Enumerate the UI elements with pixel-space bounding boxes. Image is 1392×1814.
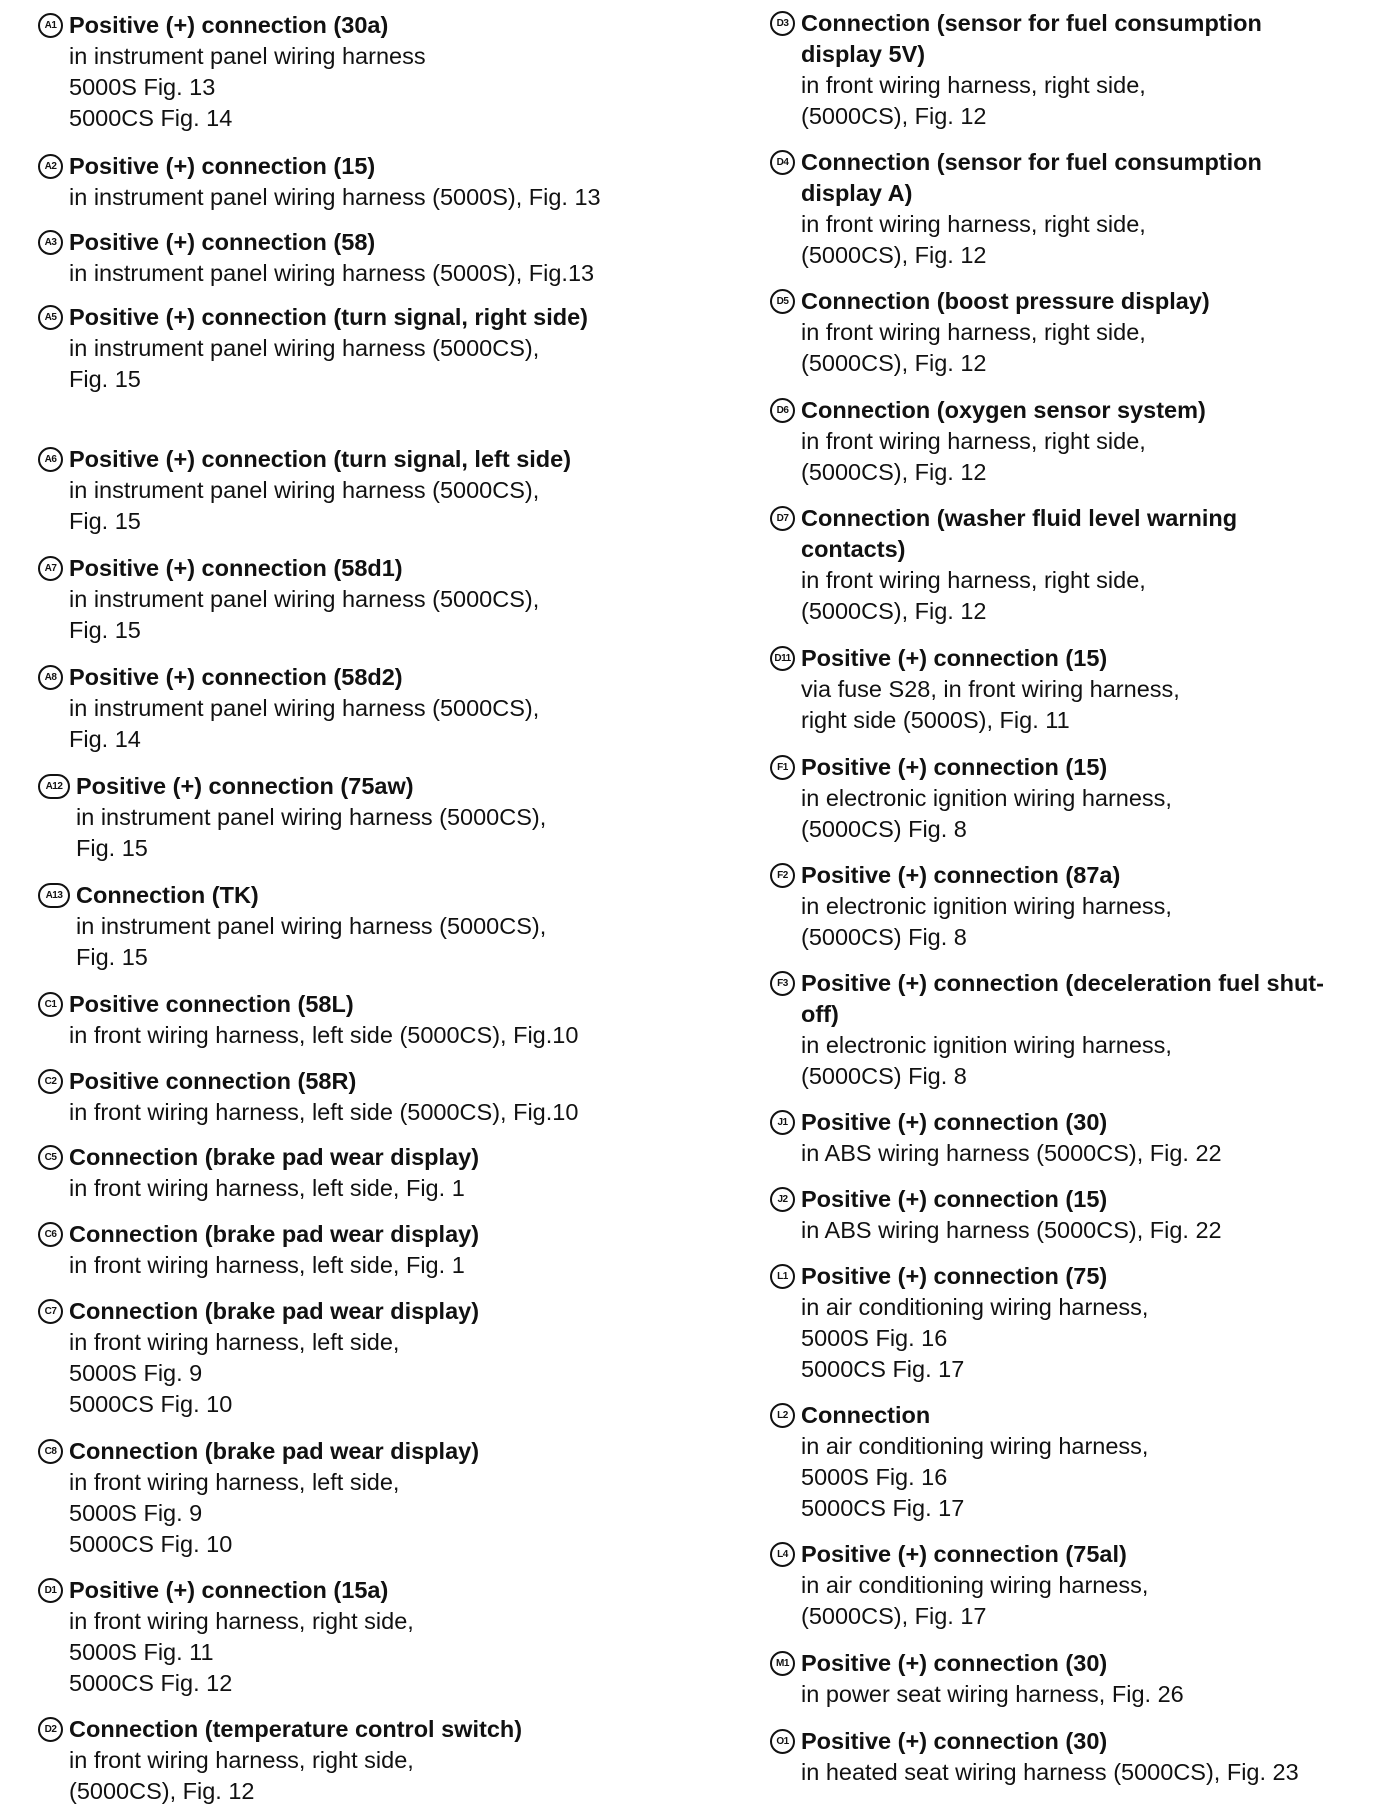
entry-l2	[770, 1400, 1370, 1524]
entry-line: in air conditioning wiring harness,	[801, 1572, 1149, 1598]
entry-line: 5000S Fig. 9	[69, 1360, 203, 1386]
entry-line: in front wiring harness, left side,	[69, 1469, 400, 1495]
entry-title: Positive (+) connection (15a)	[69, 1577, 389, 1603]
entry-line: (5000CS) Fig. 8	[801, 1063, 967, 1089]
entry-line: 5000CS Fig. 10	[69, 1391, 233, 1417]
entry-text	[69, 1296, 658, 1420]
entry-l4	[770, 1539, 1370, 1632]
entry-line: Fig. 15	[76, 835, 148, 861]
code-badge: A12	[38, 774, 70, 799]
entry-line: Fig. 15	[69, 366, 141, 392]
entry-title: Positive connection (58R)	[69, 1068, 357, 1094]
entry-j1	[770, 1107, 1370, 1169]
entry-a13	[38, 880, 658, 973]
entry-line: 5000S Fig. 16	[801, 1325, 948, 1351]
entry-line: in front wiring harness, left side (5000CS), Fig.10	[69, 1099, 579, 1125]
entry-line: via fuse S28, in front wiring harness,	[801, 676, 1180, 702]
entry-title: Positive connection (58L)	[69, 991, 354, 1017]
entry-line: in front wiring harness, left side, Fig. 1	[69, 1252, 465, 1278]
entry-text	[76, 880, 658, 973]
entry-title: Connection (TK)	[76, 882, 259, 908]
entry-a2	[38, 151, 658, 213]
entry-d7	[770, 503, 1370, 627]
code-badge: J1	[770, 1110, 795, 1135]
entry-text	[69, 302, 658, 395]
entry-a1	[38, 10, 658, 134]
code-badge: F3	[770, 971, 795, 996]
entry-line: Fig. 14	[69, 726, 141, 752]
entry-line: right side (5000S), Fig. 11	[801, 707, 1070, 733]
entry-title: Positive (+) connection (75al)	[801, 1541, 1127, 1567]
code-badge: A13	[38, 883, 70, 908]
entry-a8	[38, 662, 658, 755]
entry-line: in instrument panel wiring harness (5000CS),	[69, 477, 540, 503]
entry-line: 5000CS Fig. 14	[69, 105, 233, 131]
code-badge: A8	[38, 665, 63, 690]
code-badge: O1	[770, 1729, 795, 1754]
entry-f2	[770, 860, 1370, 953]
entry-title: Positive (+) connection (turn signal, right side)	[69, 304, 589, 330]
code-badge: A3	[38, 230, 63, 255]
entry-text	[69, 227, 658, 289]
entry-text	[801, 1400, 1370, 1524]
entry-d4	[770, 147, 1370, 271]
entry-line: 5000CS Fig. 10	[69, 1531, 233, 1557]
entry-text	[801, 1726, 1370, 1788]
entry-title: Connection (boost pressure display)	[801, 288, 1210, 314]
entry-line: in instrument panel wiring harness (5000CS),	[69, 335, 540, 361]
code-badge: A7	[38, 556, 63, 581]
entry-title: Connection (brake pad wear display)	[69, 1221, 480, 1247]
entry-line: in heated seat wiring harness (5000CS), Fig. 23	[801, 1759, 1299, 1785]
entry-title: Positive (+) connection (deceleration fuel shut-off)	[801, 970, 1324, 1027]
entry-line: (5000CS), Fig. 12	[801, 459, 987, 485]
entry-text	[69, 1575, 658, 1699]
entry-title: Connection (temperature control switch)	[69, 1716, 523, 1742]
code-badge: C5	[38, 1145, 63, 1170]
entry-title: Connection (sensor for fuel consumption display 5V)	[801, 10, 1262, 67]
code-badge: A2	[38, 154, 63, 179]
entry-text	[801, 1648, 1370, 1710]
entry-text	[69, 662, 658, 755]
entry-a3	[38, 227, 658, 289]
entry-text	[69, 10, 658, 134]
entry-line: in instrument panel wiring harness (5000S), Fig. 13	[69, 184, 601, 210]
entry-line: (5000CS), Fig. 12	[801, 242, 987, 268]
entry-d1	[38, 1575, 658, 1699]
entry-line: 5000S Fig. 13	[69, 74, 216, 100]
entry-d6	[770, 395, 1370, 488]
entry-m1	[770, 1648, 1370, 1710]
code-badge: D6	[770, 398, 795, 423]
entry-title: Connection	[801, 1402, 931, 1428]
entry-c8	[38, 1436, 658, 1560]
entry-line: in power seat wiring harness, Fig. 26	[801, 1681, 1184, 1707]
entry-a6	[38, 444, 658, 537]
entry-d3	[770, 8, 1370, 132]
code-badge: D2	[38, 1717, 63, 1742]
entry-title: Positive (+) connection (15)	[69, 153, 376, 179]
entry-title: Positive (+) connection (15)	[801, 754, 1108, 780]
code-badge: A6	[38, 447, 63, 472]
entry-title: Positive (+) connection (15)	[801, 1186, 1108, 1212]
code-badge: D11	[770, 646, 795, 671]
entry-line: in electronic ignition wiring harness,	[801, 785, 1172, 811]
entry-line: in electronic ignition wiring harness,	[801, 893, 1172, 919]
entry-title: Positive (+) connection (58)	[69, 229, 376, 255]
entry-line: in air conditioning wiring harness,	[801, 1294, 1149, 1320]
entry-text	[69, 1436, 658, 1560]
code-badge: L4	[770, 1542, 795, 1567]
entry-d5	[770, 286, 1370, 379]
entry-line: 5000S Fig. 16	[801, 1464, 948, 1490]
entry-title: Positive (+) connection (58d1)	[69, 555, 403, 581]
entry-text	[69, 553, 658, 646]
entry-line: 5000CS Fig. 12	[69, 1670, 233, 1696]
entry-text	[801, 395, 1370, 488]
entry-line: in ABS wiring harness (5000CS), Fig. 22	[801, 1140, 1222, 1166]
entry-text	[76, 771, 658, 864]
entry-title: Connection (washer fluid level warning contacts)	[801, 505, 1238, 562]
code-badge: F1	[770, 755, 795, 780]
entry-line: in front wiring harness, left side (5000CS), Fig.10	[69, 1022, 579, 1048]
entry-line: Fig. 15	[76, 944, 148, 970]
entry-line: in instrument panel wiring harness (5000CS),	[76, 804, 547, 830]
entry-title: Positive (+) connection (30)	[801, 1728, 1108, 1754]
entry-a5	[38, 302, 658, 395]
code-badge: D7	[770, 506, 795, 531]
entry-title: Positive (+) connection (15)	[801, 645, 1108, 671]
code-badge: C2	[38, 1069, 63, 1094]
code-badge: D4	[770, 150, 795, 175]
entry-text	[69, 444, 658, 537]
entry-title: Positive (+) connection (turn signal, left side)	[69, 446, 572, 472]
entry-line: in air conditioning wiring harness,	[801, 1433, 1149, 1459]
entry-line: (5000CS) Fig. 8	[801, 924, 967, 950]
entry-text	[801, 1539, 1370, 1632]
entry-text	[801, 503, 1370, 627]
entry-line: in front wiring harness, right side,	[801, 211, 1146, 237]
code-badge: C6	[38, 1222, 63, 1247]
entry-title: Positive (+) connection (87a)	[801, 862, 1121, 888]
entry-text	[69, 1714, 658, 1807]
entry-title: Connection (oxygen sensor system)	[801, 397, 1206, 423]
entry-line: in front wiring harness, right side,	[801, 72, 1146, 98]
entry-title: Positive (+) connection (58d2)	[69, 664, 403, 690]
entry-text	[801, 147, 1370, 271]
code-badge: M1	[770, 1651, 795, 1676]
entry-line: Fig. 15	[69, 617, 141, 643]
entry-title: Positive (+) connection (75aw)	[76, 773, 414, 799]
entry-line: in electronic ignition wiring harness,	[801, 1032, 1172, 1058]
entry-line: in instrument panel wiring harness (5000CS),	[69, 695, 540, 721]
entry-d2	[38, 1714, 658, 1807]
entry-text	[801, 860, 1370, 953]
entry-j2	[770, 1184, 1370, 1246]
entry-line: in front wiring harness, right side,	[69, 1747, 414, 1773]
code-badge: D1	[38, 1578, 63, 1603]
entry-c5	[38, 1142, 658, 1204]
entry-line: in instrument panel wiring harness (5000S), Fig.13	[69, 260, 595, 286]
code-badge: C8	[38, 1439, 63, 1464]
entry-text	[69, 151, 658, 213]
entry-line: (5000CS), Fig. 12	[801, 103, 987, 129]
code-badge: C1	[38, 992, 63, 1017]
code-badge: D5	[770, 289, 795, 314]
entry-line: (5000CS), Fig. 17	[801, 1603, 987, 1629]
code-badge: A1	[38, 13, 63, 38]
entry-text	[801, 643, 1370, 736]
entry-line: in ABS wiring harness (5000CS), Fig. 22	[801, 1217, 1222, 1243]
entry-text	[801, 1184, 1370, 1246]
entry-line: in front wiring harness, right side,	[801, 567, 1146, 593]
code-badge: D3	[770, 11, 795, 36]
entry-line: in front wiring harness, right side,	[801, 428, 1146, 454]
entry-line: in front wiring harness, left side, Fig. 1	[69, 1175, 465, 1201]
entry-f1	[770, 752, 1370, 845]
entry-l1	[770, 1261, 1370, 1385]
entry-c1	[38, 989, 658, 1051]
code-badge: J2	[770, 1187, 795, 1212]
entry-line: in instrument panel wiring harness (5000CS),	[76, 913, 547, 939]
entry-f3	[770, 968, 1370, 1092]
entry-text	[69, 1066, 658, 1128]
entry-title: Positive (+) connection (30)	[801, 1650, 1108, 1676]
entry-line: 5000S Fig. 11	[69, 1639, 214, 1665]
entry-a7	[38, 553, 658, 646]
entry-text	[801, 968, 1370, 1092]
entry-line: in front wiring harness, right side,	[69, 1608, 414, 1634]
entry-text	[801, 1261, 1370, 1385]
code-badge: L1	[770, 1264, 795, 1289]
entry-text	[801, 1107, 1370, 1169]
entry-line: 5000CS Fig. 17	[801, 1495, 965, 1521]
entry-c7	[38, 1296, 658, 1420]
entry-title: Connection (brake pad wear display)	[69, 1298, 480, 1324]
entry-c2	[38, 1066, 658, 1128]
entry-text	[69, 989, 658, 1051]
entry-line: 5000S Fig. 9	[69, 1500, 203, 1526]
entry-line: (5000CS), Fig. 12	[69, 1778, 255, 1804]
entry-line: in front wiring harness, right side,	[801, 319, 1146, 345]
entry-title: Positive (+) connection (75)	[801, 1263, 1108, 1289]
entry-o1	[770, 1726, 1370, 1788]
entry-a12	[38, 771, 658, 864]
entry-text	[801, 286, 1370, 379]
entry-line: (5000CS) Fig. 8	[801, 816, 967, 842]
entry-title: Positive (+) connection (30a)	[69, 12, 389, 38]
entry-line: in instrument panel wiring harness (5000CS),	[69, 586, 540, 612]
entry-title: Connection (brake pad wear display)	[69, 1144, 480, 1170]
entry-text	[69, 1142, 658, 1204]
entry-c6	[38, 1219, 658, 1281]
entry-title: Positive (+) connection (30)	[801, 1109, 1108, 1135]
code-badge: F2	[770, 863, 795, 888]
entry-line: 5000CS Fig. 17	[801, 1356, 965, 1382]
entry-line: in front wiring harness, left side,	[69, 1329, 400, 1355]
entry-title: Connection (sensor for fuel consumption display A)	[801, 149, 1262, 206]
code-badge: L2	[770, 1403, 795, 1428]
entry-line: (5000CS), Fig. 12	[801, 598, 987, 624]
entry-line: (5000CS), Fig. 12	[801, 350, 987, 376]
entry-d11	[770, 643, 1370, 736]
entry-line: Fig. 15	[69, 508, 141, 534]
code-badge: C7	[38, 1299, 63, 1324]
entry-title: Connection (brake pad wear display)	[69, 1438, 480, 1464]
entry-line: in instrument panel wiring harness	[69, 43, 426, 69]
entry-text	[69, 1219, 658, 1281]
code-badge: A5	[38, 305, 63, 330]
entry-text	[801, 752, 1370, 845]
entry-text	[801, 8, 1370, 132]
